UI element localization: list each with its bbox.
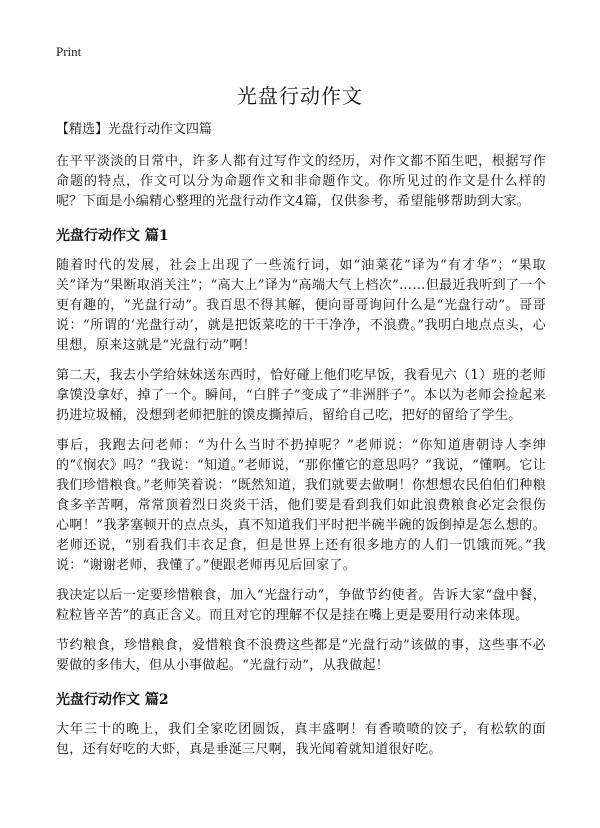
section-1-paragraph-5: 节约粮食，珍惜粮食，爱惜粮食不浪费这些都是“光盘行动”该做的事，这些事不必要做的多伟大，但从小事做起。“光盘行动”，从我做起！ bbox=[56, 638, 546, 673]
intro-paragraph: 在平平淡淡的日常中，许多人都有过写作文的经历，对作文都不陌生吧，根据写作命题的特点，作文可以分为命题作文和非命题作文。你所见过的作文是什么样的呢？下面是小编精心整理的光盘行动作文4篇，仅供参考，希望能够帮助到大家。 bbox=[56, 154, 546, 209]
section-1-paragraph-2: 第二天，我去小学给妹妹送东西时，恰好碰上他们吃早饭，我看见六（1）班的老师拿馍没拿好，掉了一个。瞬间，“白胖子”变成了“非洲胖子”。本以为老师会捡起来扔进垃圾桶，没想到老师把脏的馍皮撕掉后，留给自己吃，把好的留给了学生。 bbox=[56, 368, 546, 423]
section-heading-1: 光盘行动作文 篇1 bbox=[56, 228, 169, 244]
print-link[interactable]: Print bbox=[56, 44, 82, 59]
section-1-paragraph-3: 事后，我跑去问老师：“为什么当时不扔掉呢？”老师说：“你知道唐朝诗人李绅的“《悯农》吗？”我说：“知道。”老师说，“那你懂它的意思吗？”我说，“懂啊。它让我们珍惜粮食。”老师笑着说：“既然知道，我们就要去做啊！你想想农民伯伯们种粮食多辛苦啊，常常顶着烈日炎炎干活，他们要是看到我们如此浪费粮食必定会很伤心啊！”我茅塞顿开的点点头，真不知道我们平时把半碗半碗的饭倒掉是怎么想的。老师还说，“别看我们丰衣足食，但是世界上还有很多地方的人们一饥饿而死。”我说：“谢谢老师，我懂了。”便跟老师再见后回家了。 bbox=[56, 438, 546, 573]
section-1-paragraph-4: 我决定以后一定要珍惜粮食，加入“光盘行动”，争做节约使者。告诉大家“盘中餐，粒粒皆辛苦”的真正含义。而且对它的理解不仅是挂在嘴上更是要用行动来体现。 bbox=[56, 588, 546, 623]
section-1-paragraph-1: 随着时代的发展，社会上出现了一些流行词，如“油菜花”译为“有才华”；“果取关”译为“果断取消关注”；“高大上”译为“高端大气上档次”……但最近我听到了一个更有趣的，“光盘行动”。我百思不得其解，便向哥哥询问什么是“光盘行动”。哥哥说：“所谓的‘光盘行动’，就是把饭菜吃的干干净净，不浪费。”我明白地点点头，心里想，原来这就是“光盘行动”啊！ bbox=[56, 258, 546, 353]
page-title: 光盘行动作文 bbox=[237, 84, 363, 108]
article-subtitle: 【精选】光盘行动作文四篇 bbox=[56, 122, 213, 137]
section-heading-2: 光盘行动作文 篇2 bbox=[56, 692, 169, 708]
article-body bbox=[56, 120, 546, 770]
section-2-paragraph-1: 大年三十的晚上，我们全家吃团圆饭，真丰盛啊！有香喷喷的饺子，有松软的面包，还有好吃的大虾，真是垂涎三尺啊，我光闻着就知道很好吃。 bbox=[56, 722, 546, 757]
